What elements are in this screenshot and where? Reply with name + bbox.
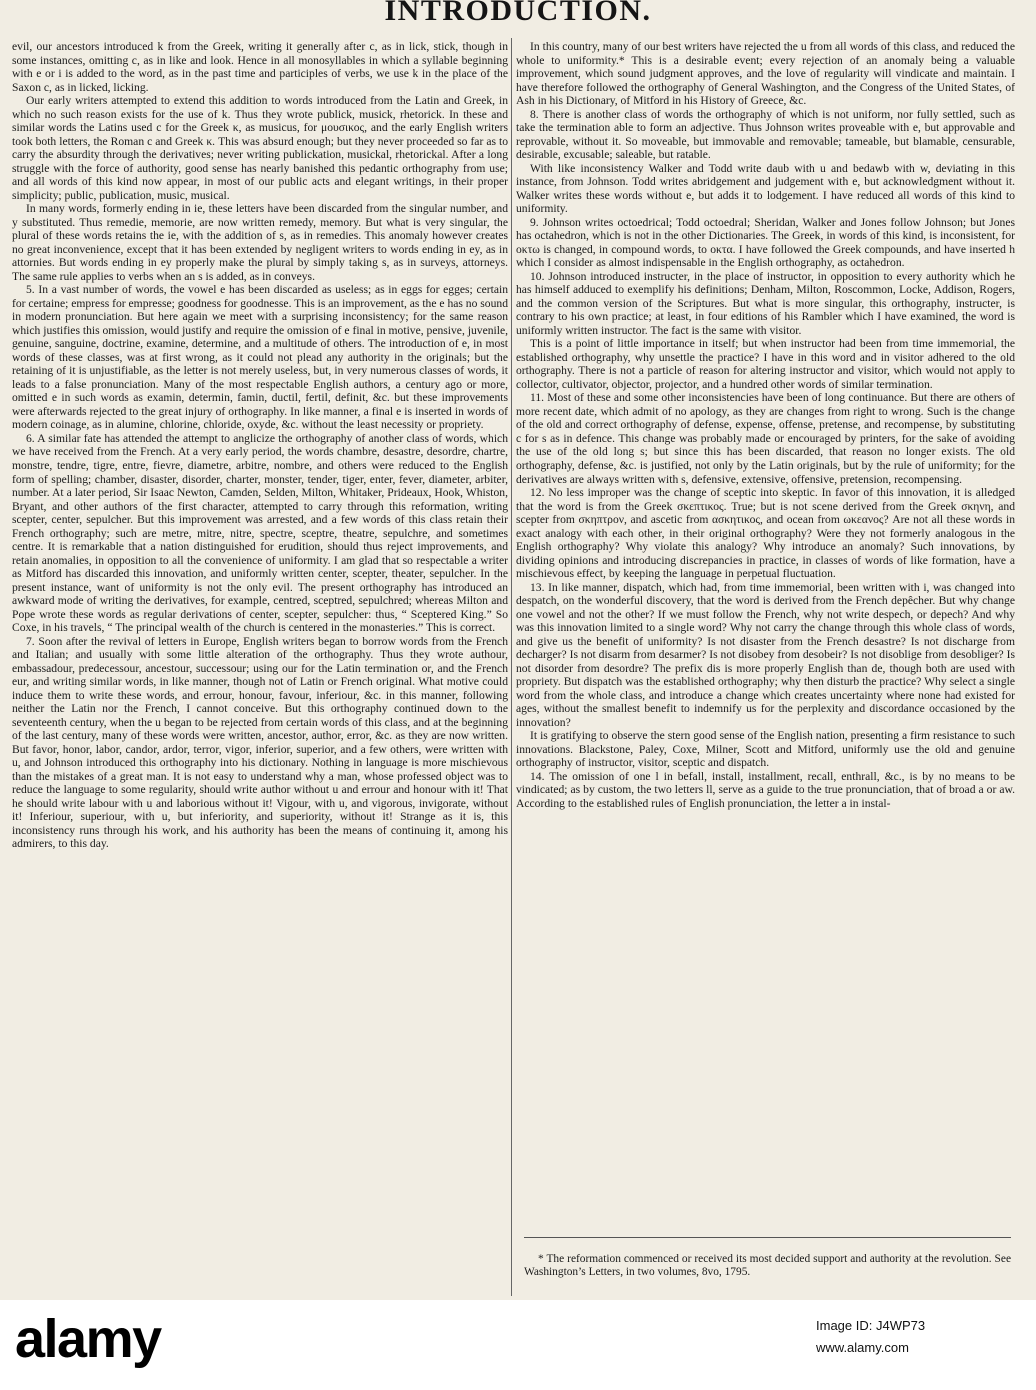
paragraph: 9. Johnson writes octoedrical; Todd octoedral; Sheridan, Walker and Jones follow Johnson; but Jones has octahedron, which is not in the other Dictionaries. The Greek, in words of this kind, is inconsistent, for οκτω is changed, in compound words, to οκτα. I have followed the Greek compounds, and have inserted h which I consider as almost indispensable in the English orthography, as octahedron. <box>516 215 1015 270</box>
footnote-rule <box>524 1237 1011 1238</box>
alamy-logo <box>15 1311 220 1371</box>
paragraph: It is gratifying to observe the stern good sense of the English nation, presenting a firm resistance to such innovations. Blackstone, Paley, Coxe, Milner, Scott and Mitford, uniformly use the old and genuine orthography of instructor, visitor, sceptic and dispatch. <box>516 729 1015 770</box>
paragraph: 14. The omission of one l in befall, install, installment, recall, enthrall, &c., is by no means to be vindicated; as by custom, the two letters ll, serve as a guide to the true pronunciation, that of broad a or aw. According to the established rules of English pronunciation, the letter a in instal- <box>516 769 1015 810</box>
paragraph: In this country, many of our best writers have rejected the u from all words of this class, and reduced the whole to uniformity.* This is a desirable event; every rejection of an anomaly being a valuable improvement, which sound judgment approves, and the love of regularity will vindicate and maintain. I have therefore followed the orthography of General Washington, and the Congress of the United States, of Ash in his Dictionary, of Mitford in his History of Greece, &c. <box>516 40 1015 108</box>
paragraph: With like inconsistency Walker and Todd write daub with u and bedawb with w, deviating in this instance, from Johnson. Todd writes abridgement and judgement with e, but acknowledgment without it. Walker writes these words without e, but adds it to lodgement. I have reduced all words of this kind to uniformity. <box>516 161 1015 216</box>
left-column <box>12 40 508 851</box>
paragraph: 7. Soon after the revival of letters in Europe, English writers began to borrow words from the French and Italian; and usually with some little alteration of the orthography. Thus they wrote authour, embassadour, predecessour, ancestour, successour; using our for the Latin termination or, and the French eur, and writing similar words, in like manner, though not of Latin or French original. What motive could induce them to write these words, and errour, honour, favour, inferiour, &c. in this manner, following neither the Latin nor the French, I cannot conceive. But this orthography continued down to the seventeenth century, when the u began to be rejected from certain words of this class, and at the beginning of the last century, many of these words were written, ancestor, author, error, &c. as they are now written. But favor, honor, labor, candor, ardor, terror, vigor, inferior, superior, and a few others, were written with u, and Johnson introduced this orthography into his dictionary. Nothing in language is more mischievous than the mistakes of a great man. It is not easy to understand why a man, whose professed object was to reduce the language to some regularity, should write author without u and errour and honour with it! That he should write labour with u and laborious without it! Vigour, with u, and vigorous, invigorate, without it! Inferiour, superiour, with u, but inferiority, and superiority, without it! Strange as it is, this inconsistency runs through his work, and his authority has been the means of continuing it, among his admirers, to this day. <box>12 634 508 851</box>
paragraph: 8. There is another class of words the orthography of which is not uniform, nor fully settled, such as take the termination able to form an adjective. Thus Johnson writes proveable with e, but approvable and reprovable, without it. So moveable, but immovable and removable; tameable, but blamable, censurable, desirable, excusable; saleable, but ratable. <box>516 107 1015 162</box>
column-divider <box>511 38 512 1296</box>
footnote-text: * The reformation commenced or received its most decided support and authority at the revolution. See Washington’s Letters, in two volumes, 8vo, 1795. <box>524 1253 1011 1279</box>
image-id: Image ID: J4WP73 <box>816 1318 926 1333</box>
paragraph: 11. Most of these and some other inconsistencies have been of long continuance. But there are others of more recent date, which admit of no apology, as they are changes from right to wrong. Such is the change of the old and correct orthography of defense, expense, offense, pretense, and recompense, by substituting c for s as in defence. This change was probably made or encouraged by printers, for the sake of avoiding the use of the old long s; but since this has been discarded, that reason no longer exists. The old orthography, defense, &c. is justified, not only by the Latin originals, but by the rule of uniformity; for the derivatives are always written with s, defensive, extensive, offensive, pretension, recompensing. <box>516 391 1015 486</box>
paragraph: In many words, formerly ending in ie, these letters have been discarded from the singular number, and y substituted. Thus remedie, memorie, are now written remedy, memory. But what is very singular, the plural of these words retains the ie, with the addition of s, as in remedies. This anomaly however creates no great inconvenience, except that it has been extended by negligent writers to words ending in ey, as in attornies. But words ending in ey properly make the plural by simply taking s, as in surveys, attorneys. The same rule applies to verbs when an s is added, as in conveys. <box>12 202 508 283</box>
paragraph: 10. Johnson introduced instructer, in the place of instructor, in opposition to every authority which he has himself adduced to exemplify his definitions; Denham, Milton, Roscommon, Locke, Addison, Rogers, and the common version of the Scriptures. But what is more singular, this orthography, instructer, is contrary to his own practice; at least, in four editions of his Rambler which I have examined, the word is uniformly written instructor. The fact is the same with visitor. <box>516 269 1015 337</box>
paragraph: 13. In like manner, dispatch, which had, from time immemorial, been written with i, was changed into despatch, on the wonderful discovery, that the word is derived from the French depêcher. But why change one vowel and not the other? If we must follow the French, why not write despech, or depech? And why was this innovation limited to a single word? Why not carry the change through this whole class of words, and give us the benefit of uniformity? Is not disaster from the French desastre? Is not discharge from decharger? Is not disarm from desarmer? Is not disobey from desobeir? Is not disoblige from desobliger? Is not disorder from desordre? The prefix dis is more properly English than de, though both are used with propriety. But dispatch was the established orthography; why then disturb the practice? Why select a single word from the whole class, and introduce a change which creates uncertainty where none had existed for ages, without the smallest benefit to indemnify us for the perplexity and discordance occasioned by the innovation? <box>516 580 1015 729</box>
paragraph: evil, our ancestors introduced k from the Greek, writing it generally after c, as in lick, stick, though in some instances, omitting c, as in like and look. Hence in all monosyllables in which a syllable beginning with e or i is added to the word, as in the past time and participles of verbs, we use k in the place of the Saxon c, as in licked, licking. <box>12 40 508 94</box>
paragraph: Our early writers attempted to extend this addition to words introduced from the Latin and Greek, in which no such reason exists for the use of k. Thus they wrote publick, musick, rhetorick. In these and similar words the Latins used c for the Greek κ, as musicus, for μουσικος, and the early English writers took both letters, the Roman c and Greek κ. This was absurd enough; but they never proceeded so far as to carry the absurdity through the derivatives; never writing publickation, musickal, rhetorickal. After a long struggle with the force of authority, good sense has nearly banished this pedantic orthography from use; and all words of this kind now appear, in most of our public acts and elegant writings, in their proper simplicity; public, publication, music, musical. <box>12 94 508 202</box>
page-title: INTRODUCTION. <box>384 0 652 27</box>
paragraph: 6. A similar fate has attended the attempt to anglicize the orthography of another class of words, which we have received from the French. At a very early period, the words chambre, desastre, desordre, chartre, monstre, tendre, tigre, entre, fievre, diametre, arbitre, nombre, and others were reduced to the English form of spelling; chamber, disaster, disorder, charter, monster, tender, tiger, enter, fever, diameter, arbiter, number. At a later period, Sir Isaac Newton, Camden, Selden, Milton, Whitaker, Prideaux, Hook, Whiston, Bryant, and other authors of the first character, attempted to carry through this reformation, writing scepter, center, sepulcher. But this improvement was arrested, and a few words of this class retain their French orthography; such are metre, mitre, nitre, spectre, sceptre, theatre, sepulchre, and sometimes centre. It is remarkable that a nation distinguished for erudition, should thus reject improvements, and retain anomalies, in opposition to all the convenience of uniformity. I am glad that so respectable a writer as Mitford has discarded this innovation, and uniformly written center, scepter, theater, sepulcher. In the present instance, want of uniformity is not the only evil. The present orthography has introduced an awkward mode of writing the derivatives, for example, centred, sceptred, sepulchred; whereas Milton and Pope wrote these words as regular derivations of center, scepter, sepulcher: thus, “ Sceptered King.” So Coxe, in his travels, “ The principal wealth of the church is centered in the monasteries.” This is correct. <box>12 431 508 635</box>
paragraph: 5. In a vast number of words, the vowel e has been discarded as useless; as in eggs for egges; certain for certaine; empress for empresse; goodness for goodnesse. This is an improvement, as the e has no sound in modern pronunciation. But here again we meet with a surprising inconsistency; for the same reason which justifies this omission, would justify and require the omission of e final in motive, pensive, juvenile, genuine, sanguine, doctrine, examine, determine, and a multitude of others. The introduction of e, in most words of these classes, was at first wrong, as it could not plead any authority in the originals; but the retaining of it is unjustifiable, as the letter is not merely useless, but, in very numerous classes of words, it leads to a false pronunciation. Many of the most respectable English authors, a century ago or more, omitted e in such words as examin, determin, famin, ductil, fertil, definit, &c. but these improvements were afterwards rejected to the great injury of orthography. In like manner, a final e is inserted in words of modern coinage, as in alumine, chlorine, chloride, oxyde, &c. without the least necessity or propriety. <box>12 283 508 432</box>
alamy-logo-text: alamy <box>15 1311 161 1369</box>
right-column <box>516 40 1015 810</box>
paragraph: 12. No less improper was the change of sceptic into skeptic. In favor of this innovation, it is alledged that the word is from the Greek σκεπτικος. True; but is not scene derived from the Greek σκηνη, and scepter from σκηπτρον, and ascetic from ασκητικος, and ocean from ωκεανος? Are not all these words in exact analogy with each other, in their original orthography? Were they not formerly analogous in the English orthography? Why violate this analogy? Why introduce an anomaly? Such innovations, by dividing opinions and introducing discrepancies in practice, in classes of words of like formation, have a mischievous effect, by keeping the language in perpetual fluctuation. <box>516 486 1015 581</box>
banner-url: www.alamy.com <box>816 1340 909 1355</box>
footnote <box>524 1253 1011 1280</box>
paragraph: This is a point of little importance in itself; but when instructor had been from time immemorial, the established orthography, why unsettle the practice? I have in this word and in visitor adhered to the old orthography. There is not a particle of reason for altering instructor and visitor, which would not apply to collector, cultivator, objector, projector, and a hundred other words of similar termination. <box>516 337 1015 391</box>
